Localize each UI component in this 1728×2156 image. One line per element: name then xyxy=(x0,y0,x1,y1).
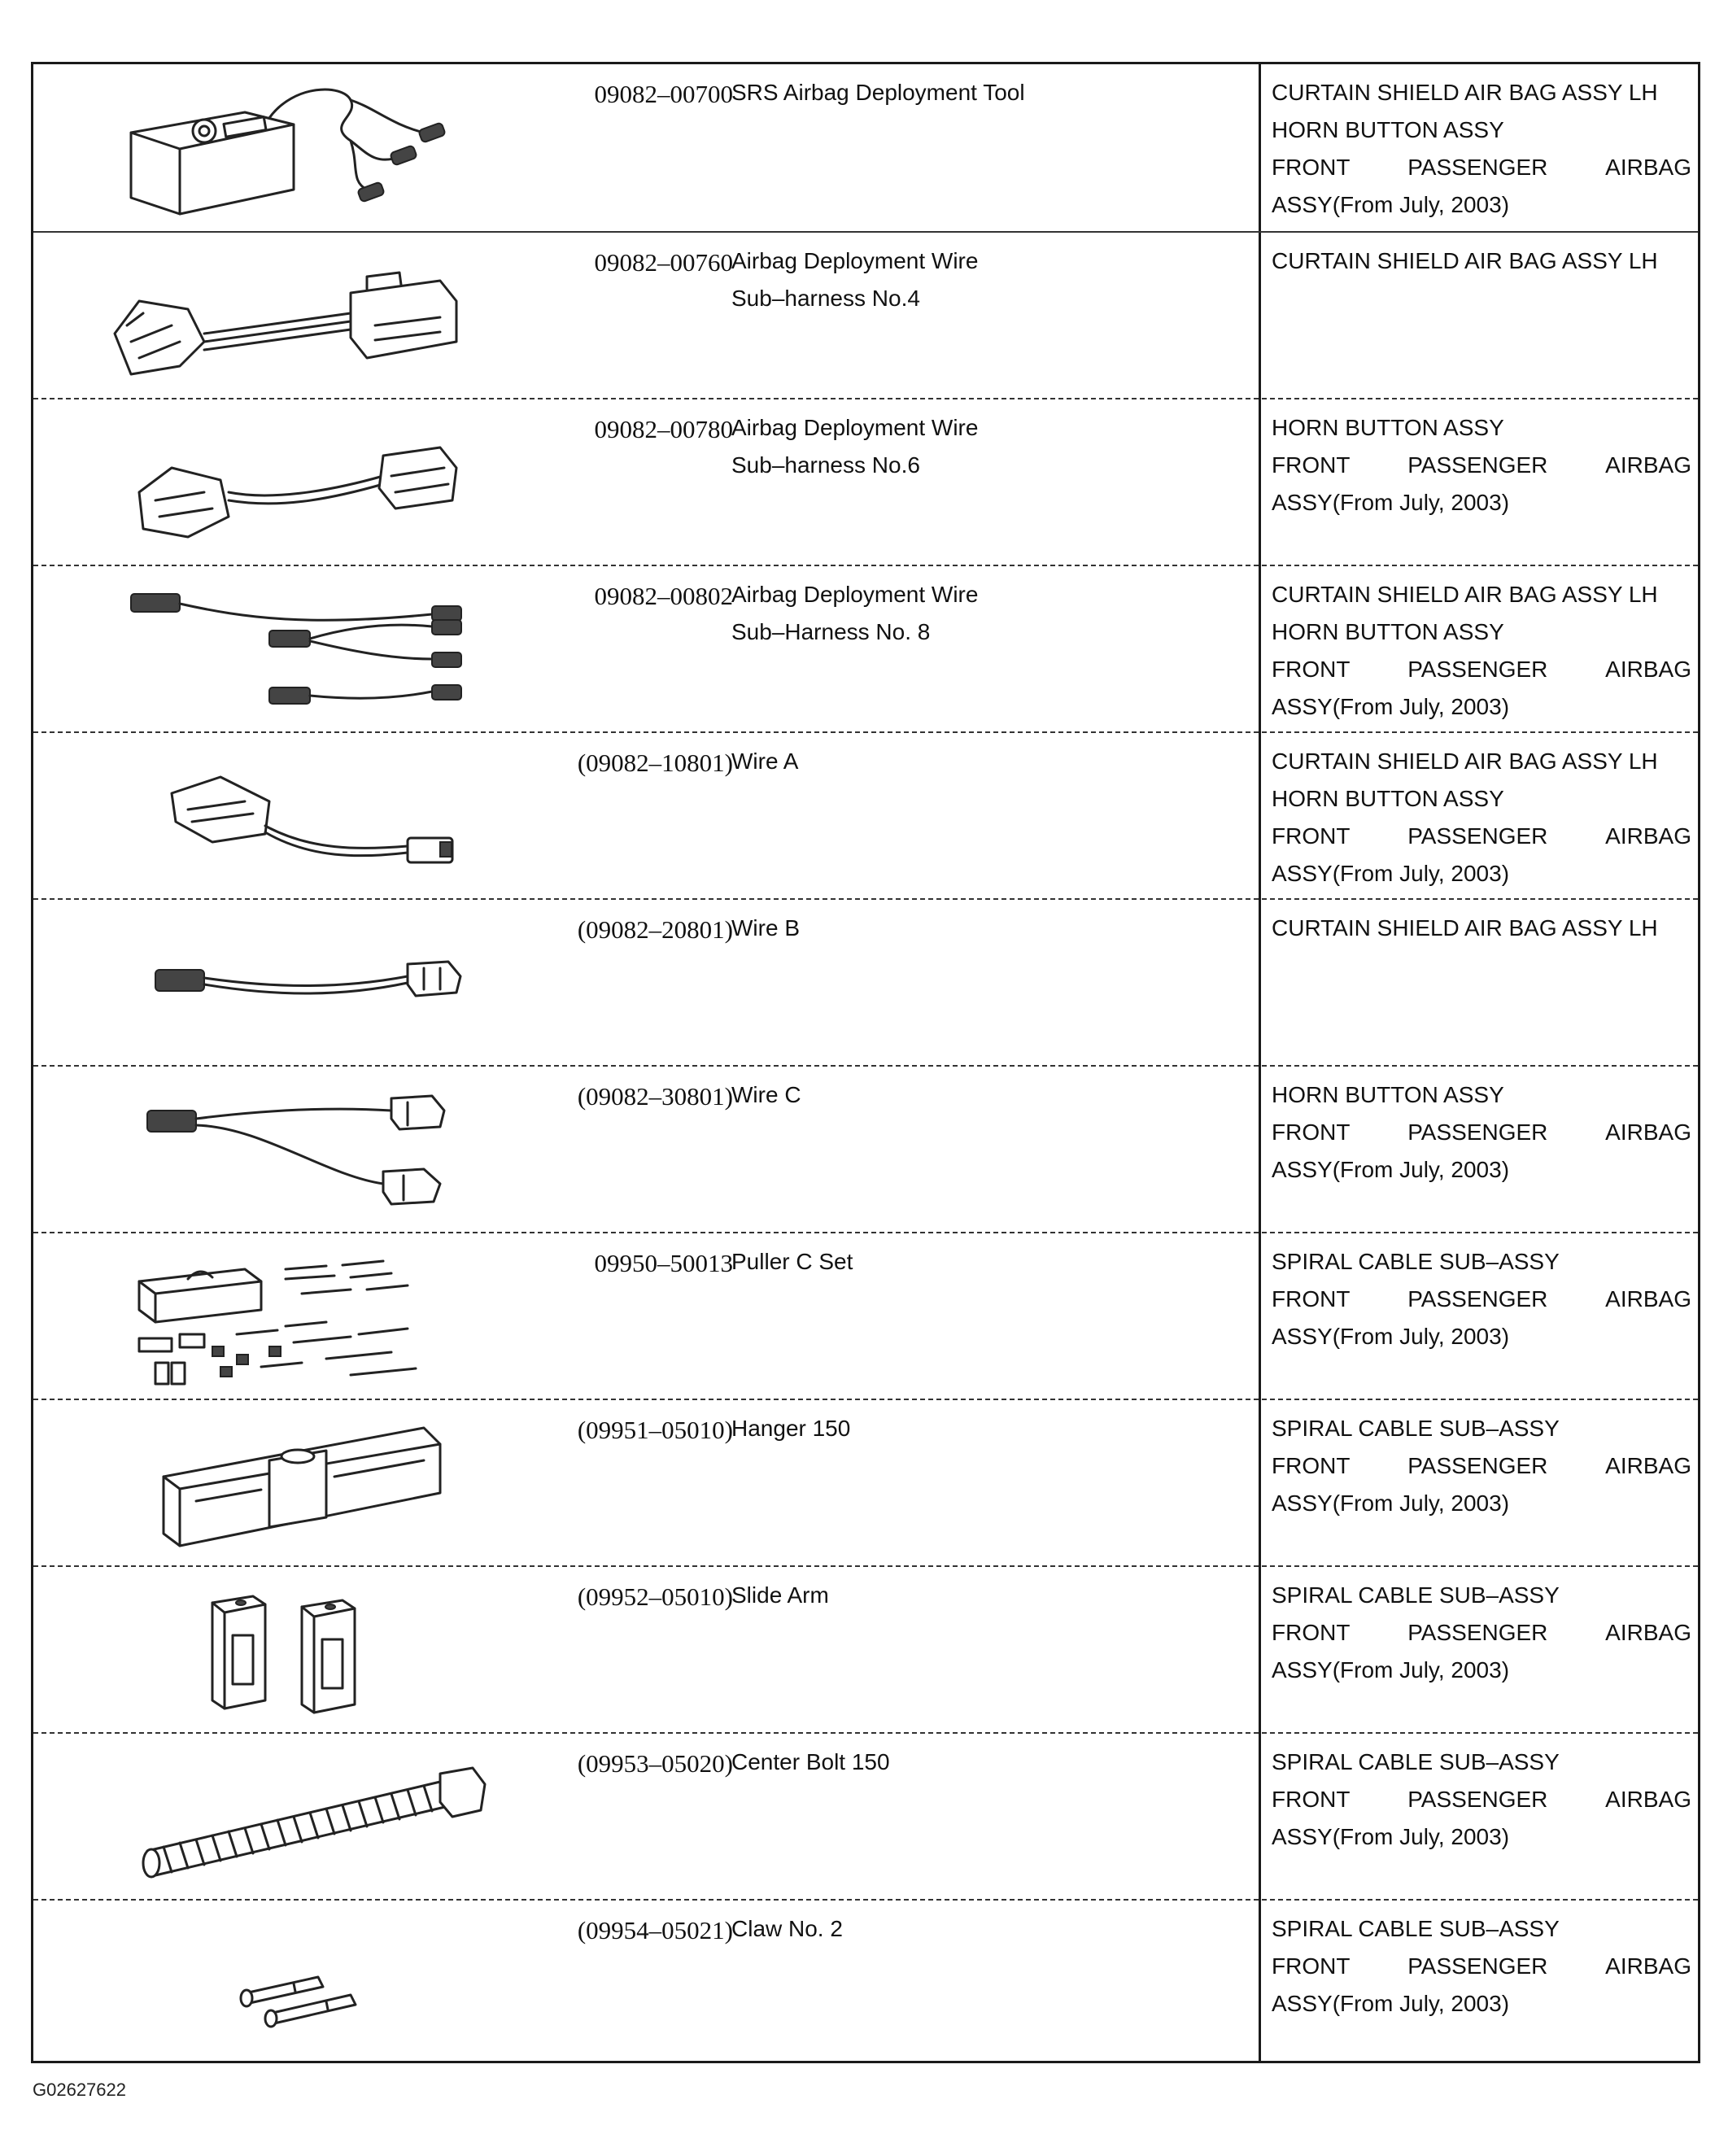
applies-to-word: FRONT xyxy=(1272,1953,1351,1979)
tool-name xyxy=(731,1910,1236,1948)
center-bolt-illustration xyxy=(82,1745,505,1892)
applies-to-word: AIRBAG xyxy=(1605,1953,1691,1979)
applies-to-line xyxy=(1272,149,1691,186)
applies-to-line xyxy=(1272,1614,1691,1652)
tool-name-line: Hanger 150 xyxy=(731,1416,851,1441)
tool-name-line: Sub–harness No.6 xyxy=(731,452,920,478)
tool-name xyxy=(731,1577,1236,1614)
applicable-parts xyxy=(1272,743,1691,893)
part-number: (09951–05010) xyxy=(577,1416,733,1444)
table-row xyxy=(33,398,1698,565)
applies-to-word: FRONT xyxy=(1272,823,1351,849)
tool-name-line: Wire C xyxy=(731,1082,801,1107)
applies-to-line: HORN BUTTON ASSY xyxy=(1272,117,1504,142)
tool-name-line: Wire B xyxy=(731,915,800,941)
part-number: (09953–05020) xyxy=(577,1749,733,1778)
sub-harness-8-illustration xyxy=(82,578,505,724)
table-row xyxy=(33,1565,1698,1732)
tool-name xyxy=(731,910,1236,947)
applies-to-line xyxy=(1272,1281,1691,1318)
applies-to-line: ASSY(From July, 2003) xyxy=(1272,490,1510,515)
applies-to-word: AIRBAG xyxy=(1605,657,1691,682)
wire-b-illustration xyxy=(82,911,505,1058)
applies-to-line: ASSY(From July, 2003) xyxy=(1272,1490,1510,1516)
sub-harness-4-illustration xyxy=(82,244,505,391)
applies-to-line: SPIRAL CABLE SUB–ASSY xyxy=(1272,1916,1560,1941)
applies-to-line: ASSY(From July, 2003) xyxy=(1272,1824,1510,1849)
applies-to-word: PASSENGER xyxy=(1407,1620,1548,1645)
applicable-parts xyxy=(1272,409,1691,522)
applies-to-word: FRONT xyxy=(1272,1286,1351,1311)
applicable-parts xyxy=(1272,1076,1691,1189)
applies-to-word: PASSENGER xyxy=(1407,1453,1548,1478)
table-row xyxy=(33,731,1698,898)
applies-to-line: CURTAIN SHIELD AIR BAG ASSY LH xyxy=(1272,748,1658,774)
table-row xyxy=(33,898,1698,1065)
applies-to-word: AIRBAG xyxy=(1605,1286,1691,1311)
tool-table xyxy=(31,62,1700,2063)
tool-name xyxy=(731,74,1236,111)
applies-to-word: PASSENGER xyxy=(1407,657,1548,682)
wire-c-illustration xyxy=(82,1078,505,1224)
applies-to-line: SPIRAL CABLE SUB–ASSY xyxy=(1272,1249,1560,1274)
tool-name-line: Sub–Harness No. 8 xyxy=(731,619,931,644)
applies-to-word: AIRBAG xyxy=(1605,1620,1691,1645)
tool-name xyxy=(731,743,1236,780)
table-row xyxy=(33,1732,1698,1899)
tool-name-line: Wire A xyxy=(731,748,799,774)
table-row xyxy=(33,565,1698,731)
applies-to-line xyxy=(1272,651,1691,688)
tool-name-line: Puller C Set xyxy=(731,1249,853,1274)
applies-to-line: HORN BUTTON ASSY xyxy=(1272,1082,1504,1107)
wire-a-illustration xyxy=(82,744,505,891)
applies-to-line xyxy=(1272,818,1691,855)
tool-name xyxy=(731,1744,1236,1781)
sub-harness-6-illustration xyxy=(82,411,505,557)
applies-to-word: FRONT xyxy=(1272,657,1351,682)
table-row xyxy=(33,231,1698,398)
tool-name xyxy=(731,1410,1236,1447)
table-row xyxy=(33,1232,1698,1399)
applicable-parts xyxy=(1272,1744,1691,1856)
part-number: 09082–00802 xyxy=(594,582,733,610)
applies-to-word: AIRBAG xyxy=(1605,452,1691,478)
applicable-parts xyxy=(1272,1910,1691,2023)
applies-to-word: PASSENGER xyxy=(1407,823,1548,849)
applicable-parts xyxy=(1272,1410,1691,1522)
table-row xyxy=(33,1899,1698,2066)
applies-to-word: FRONT xyxy=(1272,1787,1351,1812)
applies-to-line xyxy=(1272,1447,1691,1485)
part-number: 09082–00700 xyxy=(594,80,733,108)
applies-to-line: CURTAIN SHIELD AIR BAG ASSY LH xyxy=(1272,915,1658,941)
part-number: 09082–00780 xyxy=(594,415,733,443)
applies-to-line: HORN BUTTON ASSY xyxy=(1272,415,1504,440)
applies-to-line xyxy=(1272,1114,1691,1151)
applies-to-word: AIRBAG xyxy=(1605,823,1691,849)
applicable-parts xyxy=(1272,1577,1691,1689)
applies-to-line: SPIRAL CABLE SUB–ASSY xyxy=(1272,1582,1560,1608)
applies-to-line: ASSY(From July, 2003) xyxy=(1272,861,1510,886)
applicable-parts xyxy=(1272,576,1691,726)
tool-name xyxy=(731,576,1236,651)
applies-to-line: HORN BUTTON ASSY xyxy=(1272,786,1504,811)
applicable-parts xyxy=(1272,242,1691,280)
puller-set-illustration xyxy=(82,1245,505,1391)
applies-to-line xyxy=(1272,1948,1691,1985)
table-row xyxy=(33,64,1698,231)
applies-to-line: CURTAIN SHIELD AIR BAG ASSY LH xyxy=(1272,248,1658,273)
applies-to-word: PASSENGER xyxy=(1407,155,1548,180)
applies-to-word: PASSENGER xyxy=(1407,1286,1548,1311)
part-number: 09082–00760 xyxy=(594,248,733,277)
applies-to-word: FRONT xyxy=(1272,452,1351,478)
slide-arm-illustration xyxy=(82,1578,505,1725)
part-number: 09950–50013 xyxy=(594,1249,733,1277)
applicable-parts xyxy=(1272,910,1691,947)
deployment-tool-illustration xyxy=(82,76,505,222)
tool-name-line: SRS Airbag Deployment Tool xyxy=(731,80,1025,105)
applies-to-line: SPIRAL CABLE SUB–ASSY xyxy=(1272,1749,1560,1774)
applies-to-line: ASSY(From July, 2003) xyxy=(1272,1991,1510,2016)
applies-to-word: AIRBAG xyxy=(1605,1787,1691,1812)
applies-to-line: SPIRAL CABLE SUB–ASSY xyxy=(1272,1416,1560,1441)
applies-to-word: FRONT xyxy=(1272,155,1351,180)
tool-name-line: Airbag Deployment Wire xyxy=(731,582,979,607)
part-number: (09082–10801) xyxy=(577,748,733,777)
table-row xyxy=(33,1399,1698,1565)
applies-to-line xyxy=(1272,1781,1691,1818)
applies-to-line: CURTAIN SHIELD AIR BAG ASSY LH xyxy=(1272,582,1658,607)
applies-to-word: FRONT xyxy=(1272,1620,1351,1645)
applicable-parts xyxy=(1272,74,1691,224)
tool-name-line: Center Bolt 150 xyxy=(731,1749,890,1774)
part-number: (09954–05021) xyxy=(577,1916,733,1944)
tool-name-line: Sub–harness No.4 xyxy=(731,286,920,311)
tool-name-line: Airbag Deployment Wire xyxy=(731,415,979,440)
applies-to-line: ASSY(From July, 2003) xyxy=(1272,192,1510,217)
applies-to-line: CURTAIN SHIELD AIR BAG ASSY LH xyxy=(1272,80,1658,105)
applies-to-word: FRONT xyxy=(1272,1453,1351,1478)
applies-to-word: AIRBAG xyxy=(1605,1453,1691,1478)
applies-to-word: PASSENGER xyxy=(1407,1119,1548,1145)
part-number: (09082–20801) xyxy=(577,915,733,944)
tool-name xyxy=(731,1243,1236,1281)
applies-to-word: PASSENGER xyxy=(1407,452,1548,478)
tool-name xyxy=(731,242,1236,317)
claw-illustration xyxy=(82,1912,505,2058)
tool-name-line: Slide Arm xyxy=(731,1582,829,1608)
applies-to-line: ASSY(From July, 2003) xyxy=(1272,1657,1510,1682)
applicable-parts xyxy=(1272,1243,1691,1355)
table-row xyxy=(33,1065,1698,1232)
tool-name-line: Claw No. 2 xyxy=(731,1916,843,1941)
figure-id: G02627622 xyxy=(33,2080,126,2100)
hanger-illustration xyxy=(82,1412,505,1558)
applies-to-word: AIRBAG xyxy=(1605,155,1691,180)
tool-name-line: Airbag Deployment Wire xyxy=(731,248,979,273)
tool-name xyxy=(731,1076,1236,1114)
tool-name xyxy=(731,409,1236,484)
part-number: (09082–30801) xyxy=(577,1082,733,1111)
applies-to-line: ASSY(From July, 2003) xyxy=(1272,1324,1510,1349)
applies-to-word: PASSENGER xyxy=(1407,1787,1548,1812)
applies-to-word: FRONT xyxy=(1272,1119,1351,1145)
applies-to-word: AIRBAG xyxy=(1605,1119,1691,1145)
applies-to-line: ASSY(From July, 2003) xyxy=(1272,1157,1510,1182)
applies-to-line: ASSY(From July, 2003) xyxy=(1272,694,1510,719)
part-number: (09952–05010) xyxy=(577,1582,733,1611)
applies-to-word: PASSENGER xyxy=(1407,1953,1548,1979)
applies-to-line: HORN BUTTON ASSY xyxy=(1272,619,1504,644)
applies-to-line xyxy=(1272,447,1691,484)
